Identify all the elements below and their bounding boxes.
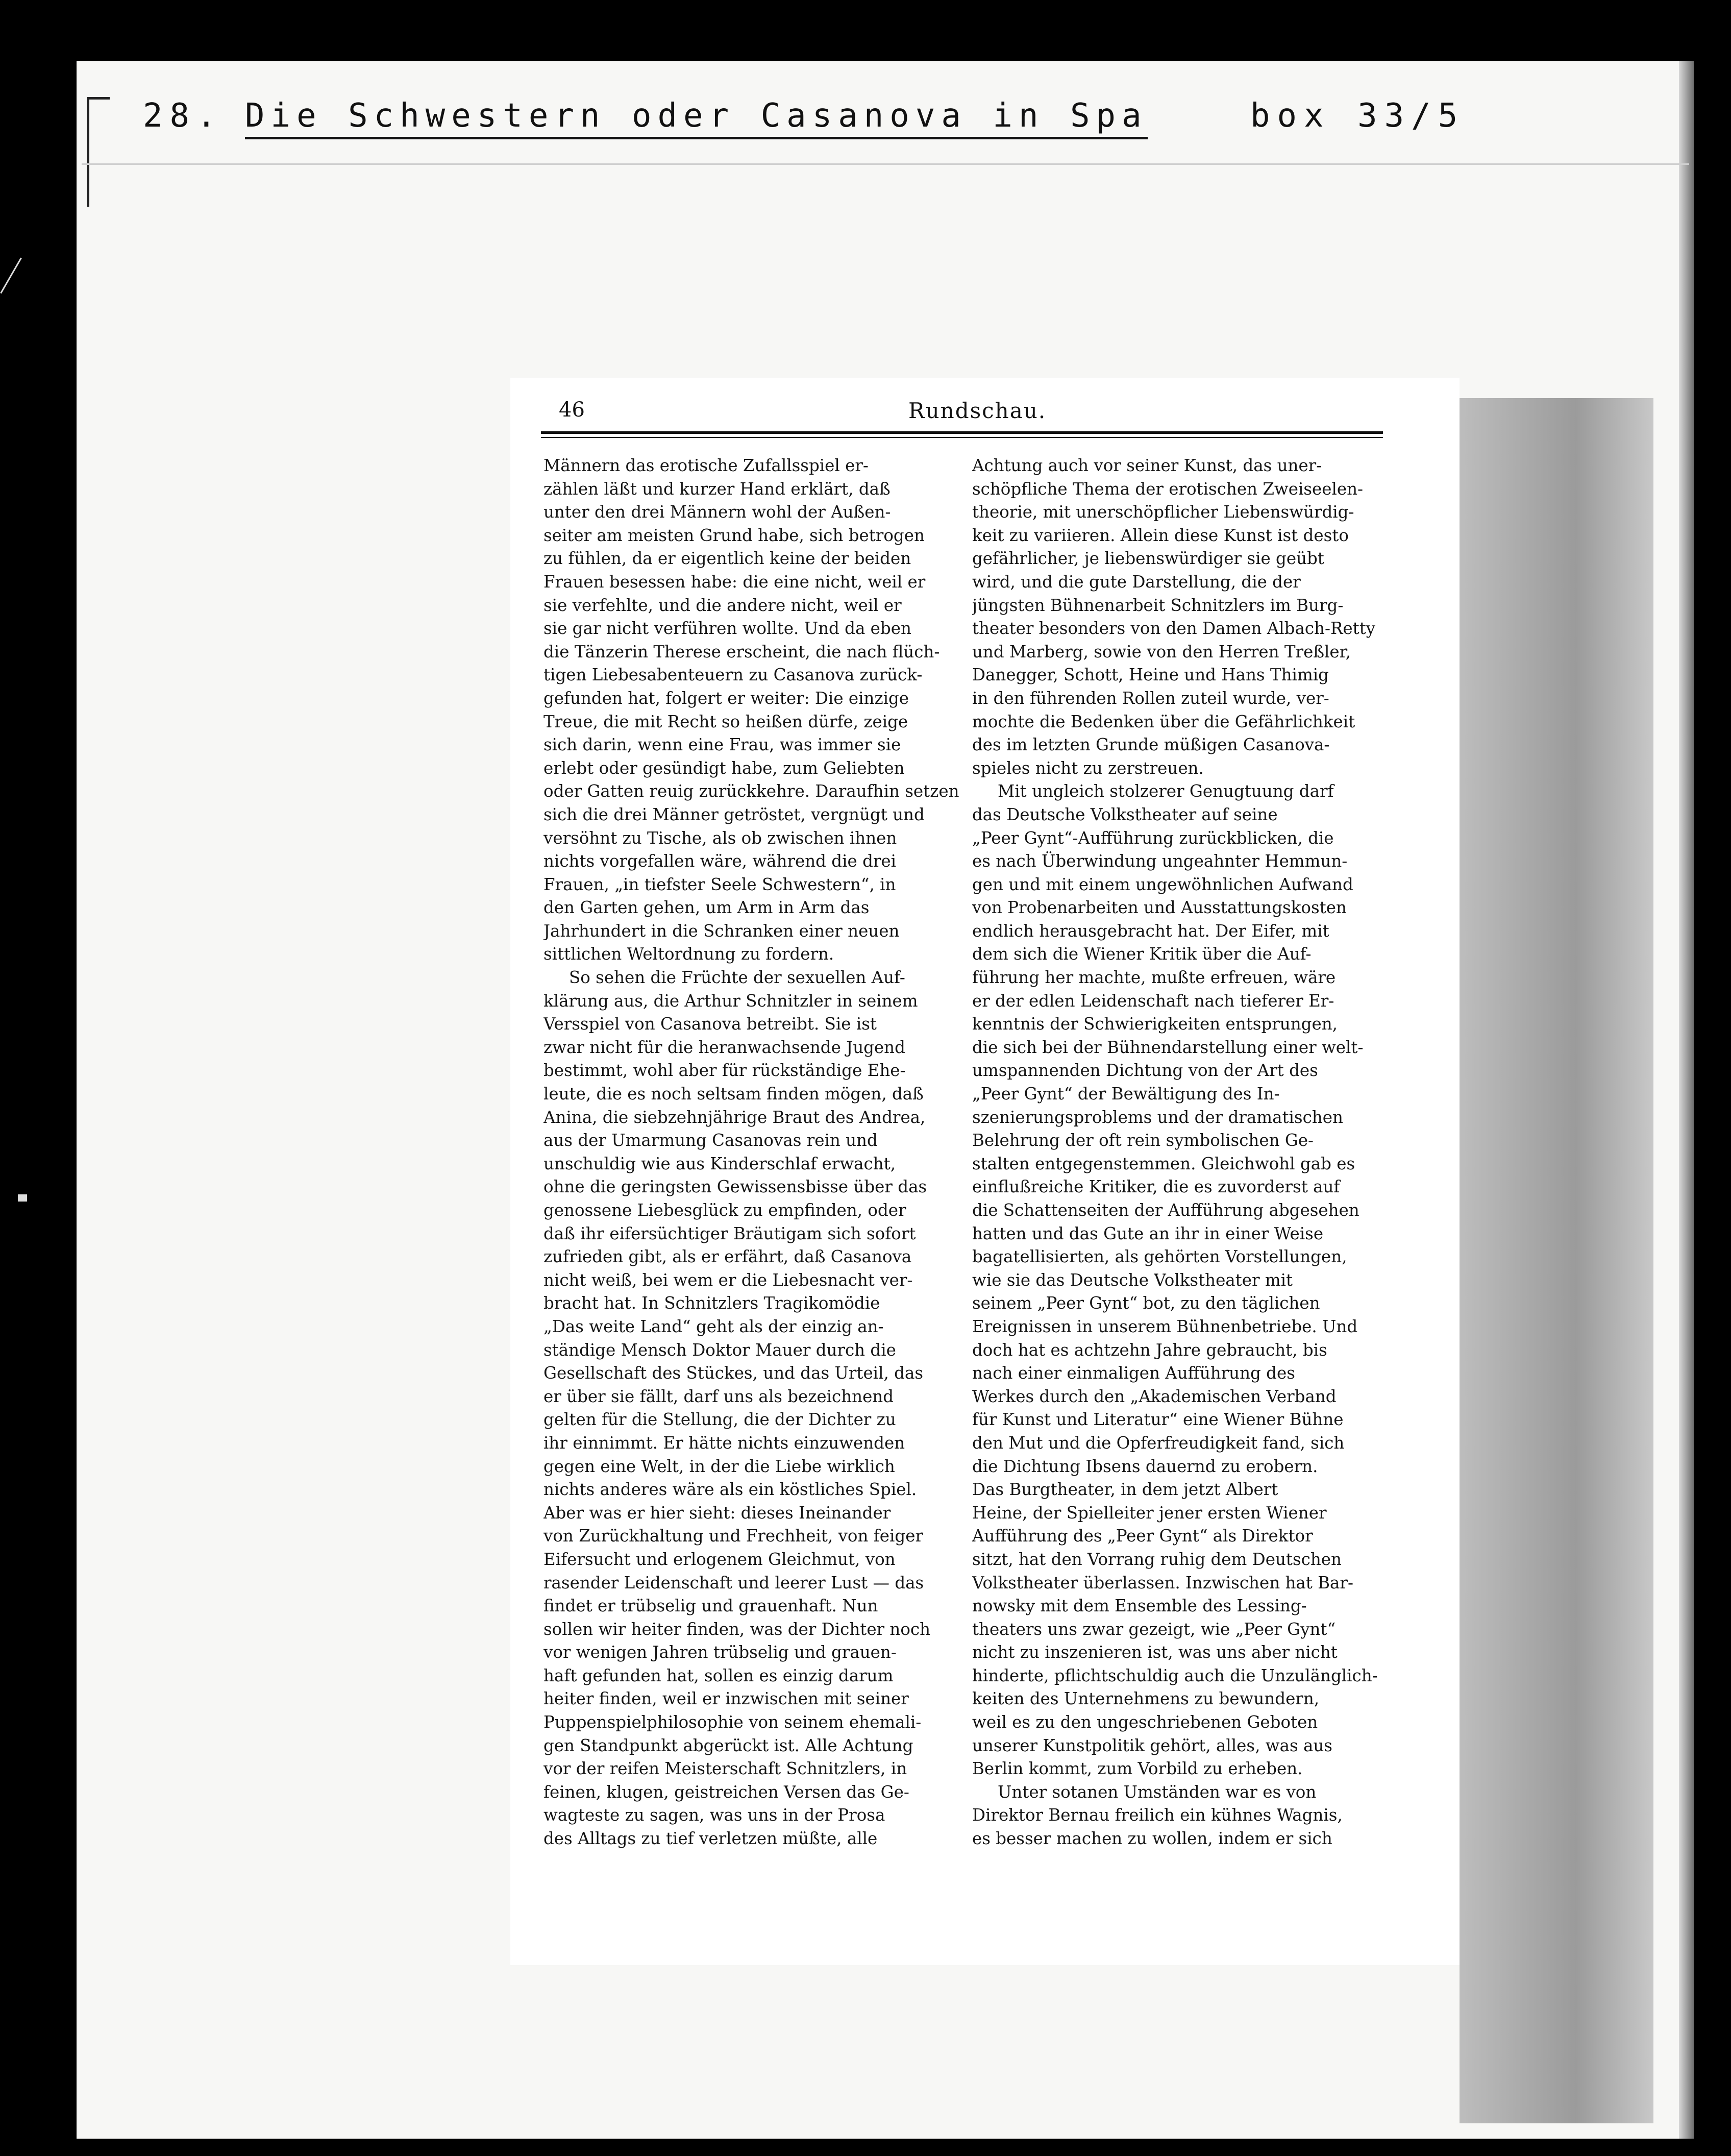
text-line: Frauen besessen habe: die eine nicht, weil er (543, 572, 926, 592)
text-line: nowsky mit dem Ensemble des Lessing- (972, 1596, 1307, 1616)
text-line: Achtung auch vor seiner Kunst, das uner- (972, 456, 1322, 475)
text-line: nach einer einmaligen Aufführung des (972, 1363, 1295, 1383)
text-line: haft gefunden hat, sollen es einzig darum (543, 1665, 894, 1685)
text-line: leute, die es noch seltsam finden mögen, daß (543, 1084, 924, 1104)
text-line: in den führenden Rollen zuteil wurde, ver- (972, 688, 1329, 708)
text-line: bestimmt, wohl aber für rückständige Ehe- (543, 1061, 906, 1081)
text-line: theaters uns zwar gezeigt, wie „Peer Gynt“ (972, 1619, 1336, 1639)
text-line: wagteste zu sagen, was uns in der Prosa (543, 1805, 885, 1825)
text-line: vor der reifen Meisterschaft Schnitzlers, in (543, 1759, 907, 1779)
text-line: Frauen, „in tiefster Seele Schwestern“, in (543, 874, 896, 894)
box-label: box 33/5 (1250, 97, 1465, 135)
text-line: gelten für die Stellung, die der Dichter zu (543, 1410, 896, 1430)
text-line: gefunden hat, folgert er weiter: Die einzige (543, 688, 909, 708)
text-line: spieles nicht zu zerstreuen. (972, 758, 1204, 778)
text-line: versöhnt zu Tische, als ob zwischen ihnen (543, 828, 897, 848)
text-line: bagatellisierten, als gehörten Vorstellungen, (972, 1247, 1347, 1267)
text-line: jüngsten Bühnenarbeit Schnitzlers im Burg- (972, 595, 1344, 615)
text-line: seinem „Peer Gynt“ bot, zu den täglichen (972, 1293, 1320, 1313)
text-line: ihr einnimmt. Er hätte nichts einzuwenden (543, 1433, 905, 1453)
text-line: nichts anderes wäre als ein köstliches Spiel. (543, 1480, 917, 1500)
text-line: ständige Mensch Doktor Mauer durch die (543, 1340, 896, 1360)
page-number: 46 (559, 398, 585, 422)
header-bracket (87, 97, 110, 207)
text-line: Männern das erotische Zufallsspiel er- (543, 456, 869, 475)
text-line: die Dichtung Ibsens dauernd zu erobern. (972, 1456, 1318, 1476)
text-line: szenierungsproblems und der dramatischen (972, 1107, 1343, 1127)
text-line: sollen wir heiter finden, was der Dichter noch (543, 1619, 931, 1639)
text-line: „Peer Gynt“ der Bewältigung des In- (972, 1084, 1280, 1104)
text-line: hatten und das Gute an ihr in einer Weise (972, 1223, 1324, 1243)
text-line: sie verfehlte, und die andere nicht, weil er (543, 595, 902, 615)
text-line: Aufführung des „Peer Gynt“ als Direktor (972, 1526, 1313, 1546)
text-line: Puppenspielphilosophie von seinem ehemali- (543, 1712, 922, 1732)
text-line: von Probenarbeiten und Ausstattungskosten (972, 898, 1347, 918)
text-line: aus der Umarmung Casanovas rein und (543, 1131, 878, 1150)
text-line: keit zu variieren. Allein diese Kunst ist desto (972, 525, 1349, 545)
text-line: die Schattenseiten der Aufführung abgesehen (972, 1200, 1359, 1220)
text-line: unschuldig wie aus Kinderschlaf erwacht, (543, 1154, 896, 1173)
text-line: Berlin kommt, zum Vorbild zu erheben. (972, 1759, 1303, 1779)
text-line: nicht weiß, bei wem er die Liebesnacht ver- (543, 1270, 913, 1290)
text-line: Gesellschaft des Stückes, und das Urteil, das (543, 1363, 923, 1383)
text-line: heiter finden, weil er inzwischen mit seiner (543, 1689, 909, 1709)
text-line: seiter am meisten Grund habe, sich betrogen (543, 525, 925, 545)
sheet-edge (1679, 61, 1694, 2139)
text-line: er der edlen Leidenschaft nach tieferer Er- (972, 991, 1334, 1011)
text-column-left (543, 454, 972, 1851)
text-line: des Alltags zu tief verletzen müßte, alle (543, 1829, 878, 1849)
text-line: mochte die Bedenken über die Gefährlichkeit (972, 712, 1355, 731)
text-line: Das Burgtheater, in dem jetzt Albert (972, 1480, 1278, 1500)
text-line: nichts vorgefallen wäre, während die drei (543, 851, 897, 871)
text-line: kenntnis der Schwierigkeiten entsprungen, (972, 1014, 1338, 1034)
text-line: unter den drei Männern wohl der Außen- (543, 502, 891, 522)
text-line: und Marberg, sowie von den Herren Treßler, (972, 642, 1351, 662)
folder-title: Die Schwestern oder Casanova in Spa (245, 97, 1148, 139)
text-line: gen Standpunkt abgerückt ist. Alle Achtung (543, 1735, 913, 1755)
text-line: klärung aus, die Arthur Schnitzler in seinem (543, 991, 918, 1011)
text-line: Aber was er hier sieht: dieses Ineinander (543, 1503, 891, 1523)
text-line: findet er trübselig und grauenhaft. Nun (543, 1596, 878, 1616)
text-line: gen und mit einem ungewöhnlichen Aufwand (972, 874, 1353, 894)
text-line: sittlichen Weltordnung zu fordern. (543, 944, 834, 964)
text-line: schöpfliche Thema der erotischen Zweiseelen- (972, 479, 1364, 499)
text-line: Belehrung der oft rein symbolischen Ge- (972, 1131, 1314, 1150)
text-line: wie sie das Deutsche Volkstheater mit (972, 1270, 1293, 1290)
text-line: den Mut und die Opferfreudigkeit fand, sich (972, 1433, 1345, 1453)
text-line: Versspiel von Casanova betreibt. Sie ist (543, 1014, 877, 1034)
text-line: sitzt, hat den Vorrang ruhig dem Deutschen (972, 1549, 1342, 1569)
text-line: Treue, die mit Recht so heißen dürfe, zeige (543, 712, 908, 731)
text-line: genossene Liebesglück zu empfinden, oder (543, 1200, 906, 1220)
text-column-right (972, 454, 1401, 1851)
text-line: das Deutsche Volkstheater auf seine (972, 804, 1278, 824)
text-line: Jahrhundert in die Schranken einer neuen (543, 921, 900, 941)
text-line: umspannenden Dichtung von der Art des (972, 1061, 1318, 1081)
text-line: bracht hat. In Schnitzlers Tragikomödie (543, 1293, 880, 1313)
text-line: nicht zu inszenieren ist, was uns aber nicht (972, 1643, 1338, 1662)
text-line: zählen läßt und kurzer Hand erklärt, daß (543, 479, 891, 499)
running-head: Rundschau. (908, 398, 1047, 423)
text-line: erlebt oder gesündigt habe, zum Geliebten (543, 758, 905, 778)
clipping-shadow (1460, 398, 1653, 2123)
text-line: feinen, klugen, geistreichen Versen das Ge- (543, 1782, 909, 1802)
text-line: die Tänzerin Therese erscheint, die nach flüch- (543, 642, 940, 662)
text-line: hinderte, pflichtschuldig auch die Unzulänglich- (972, 1665, 1378, 1685)
text-line: Anina, die siebzehnjährige Braut des Andrea, (543, 1107, 926, 1127)
text-line: Direktor Bernau freilich ein kühnes Wagnis, (972, 1805, 1343, 1825)
text-line: für Kunst und Literatur“ eine Wiener Bühne (972, 1410, 1344, 1430)
text-line: unserer Kunstpolitik gehört, alles, was aus (972, 1735, 1332, 1755)
text-line: Volkstheater überlassen. Inzwischen hat Bar- (972, 1573, 1353, 1592)
text-line: „Peer Gynt“-Aufführung zurückblicken, die (972, 828, 1334, 848)
head-rule-thin (541, 437, 1383, 438)
text-line: theorie, mit unerschöpflicher Liebenswürdig- (972, 502, 1354, 522)
text-line: einflußreiche Kritiker, die es zuvorderst auf (972, 1177, 1340, 1197)
text-line: Mit ungleich stolzerer Genugtuung darf (998, 781, 1334, 801)
text-line: den Garten gehen, um Arm in Arm das (543, 898, 870, 918)
text-line: er über sie fällt, darf uns als bezeichnend (543, 1386, 894, 1406)
text-line: So sehen die Früchte der sexuellen Auf- (569, 968, 905, 988)
text-line: Heine, der Spielleiter jener ersten Wiener (972, 1503, 1327, 1523)
text-line: dem sich die Wiener Kritik über die Auf- (972, 944, 1312, 964)
folder-header (87, 87, 1648, 163)
text-line: Danegger, Schott, Heine und Hans Thimig (972, 665, 1329, 685)
text-line: rasender Leidenschaft und leerer Lust — das (543, 1573, 924, 1592)
text-line: von Zurückhaltung und Frechheit, von feiger (543, 1526, 923, 1546)
text-line: Eifersucht und erlogenem Gleichmut, von (543, 1549, 896, 1569)
text-line: führung her machte, mußte erfreuen, wäre (972, 968, 1336, 988)
text-line: vor wenigen Jahren trübselig und grauen- (543, 1643, 897, 1662)
text-line: daß ihr eifersüchtiger Bräutigam sich sofort (543, 1223, 916, 1243)
border-mark (0, 258, 22, 294)
header-divider (82, 163, 1689, 165)
text-line: des im letzten Grunde müßigen Casanova- (972, 735, 1330, 755)
text-line: zu fühlen, da er eigentlich keine der beiden (543, 549, 911, 569)
text-line: ohne die geringsten Gewissensbisse über das (543, 1177, 927, 1197)
text-line: sie gar nicht verführen wollte. Und da eben (543, 619, 911, 639)
folder-number: 28. (143, 97, 224, 135)
text-line: es nach Überwindung ungeahnter Hemmun- (972, 851, 1348, 871)
text-line: zufrieden gibt, als er erfährt, daß Casanova (543, 1247, 912, 1267)
head-rule (541, 431, 1383, 434)
text-line: gegen eine Welt, in der die Liebe wirklich (543, 1456, 895, 1476)
text-line: es besser machen zu wollen, indem er sich (972, 1829, 1332, 1849)
border-mark (18, 1194, 27, 1202)
text-line: zwar nicht für die heranwachsende Jugend (543, 1037, 905, 1057)
text-line: sich darin, wenn eine Frau, was immer sie (543, 735, 901, 755)
text-line: weil es zu den ungeschriebenen Geboten (972, 1712, 1318, 1732)
text-line: keiten des Unternehmens zu bewundern, (972, 1689, 1320, 1709)
text-line: die sich bei der Bühnendarstellung einer welt- (972, 1037, 1364, 1057)
text-line: endlich herausgebracht hat. Der Eifer, mit (972, 921, 1329, 941)
text-line: oder Gatten reuig zurückkehre. Daraufhin setzen (543, 781, 959, 801)
text-line: Ereignissen in unserem Bühnenbetriebe. Und (972, 1316, 1358, 1336)
text-line: stalten entgegenstemmen. Gleichwohl gab es (972, 1154, 1355, 1173)
text-line: Werkes durch den „Akademischen Verband (972, 1386, 1337, 1406)
text-line: tigen Liebesabenteuern zu Casanova zurück- (543, 665, 923, 685)
text-line: „Das weite Land“ geht als der einzig an- (543, 1316, 884, 1336)
text-line: theater besonders von den Damen Albach-Retty (972, 619, 1376, 639)
newspaper-clipping (510, 378, 1460, 1965)
text-line: gefährlicher, je liebenswürdiger sie geübt (972, 549, 1324, 569)
text-line: doch hat es achtzehn Jahre gebraucht, bis (972, 1340, 1327, 1360)
text-line: Unter sotanen Umständen war es von (998, 1782, 1317, 1802)
text-line: wird, und die gute Darstellung, die der (972, 572, 1301, 592)
text-line: sich die drei Männer getröstet, vergnügt und (543, 804, 925, 824)
